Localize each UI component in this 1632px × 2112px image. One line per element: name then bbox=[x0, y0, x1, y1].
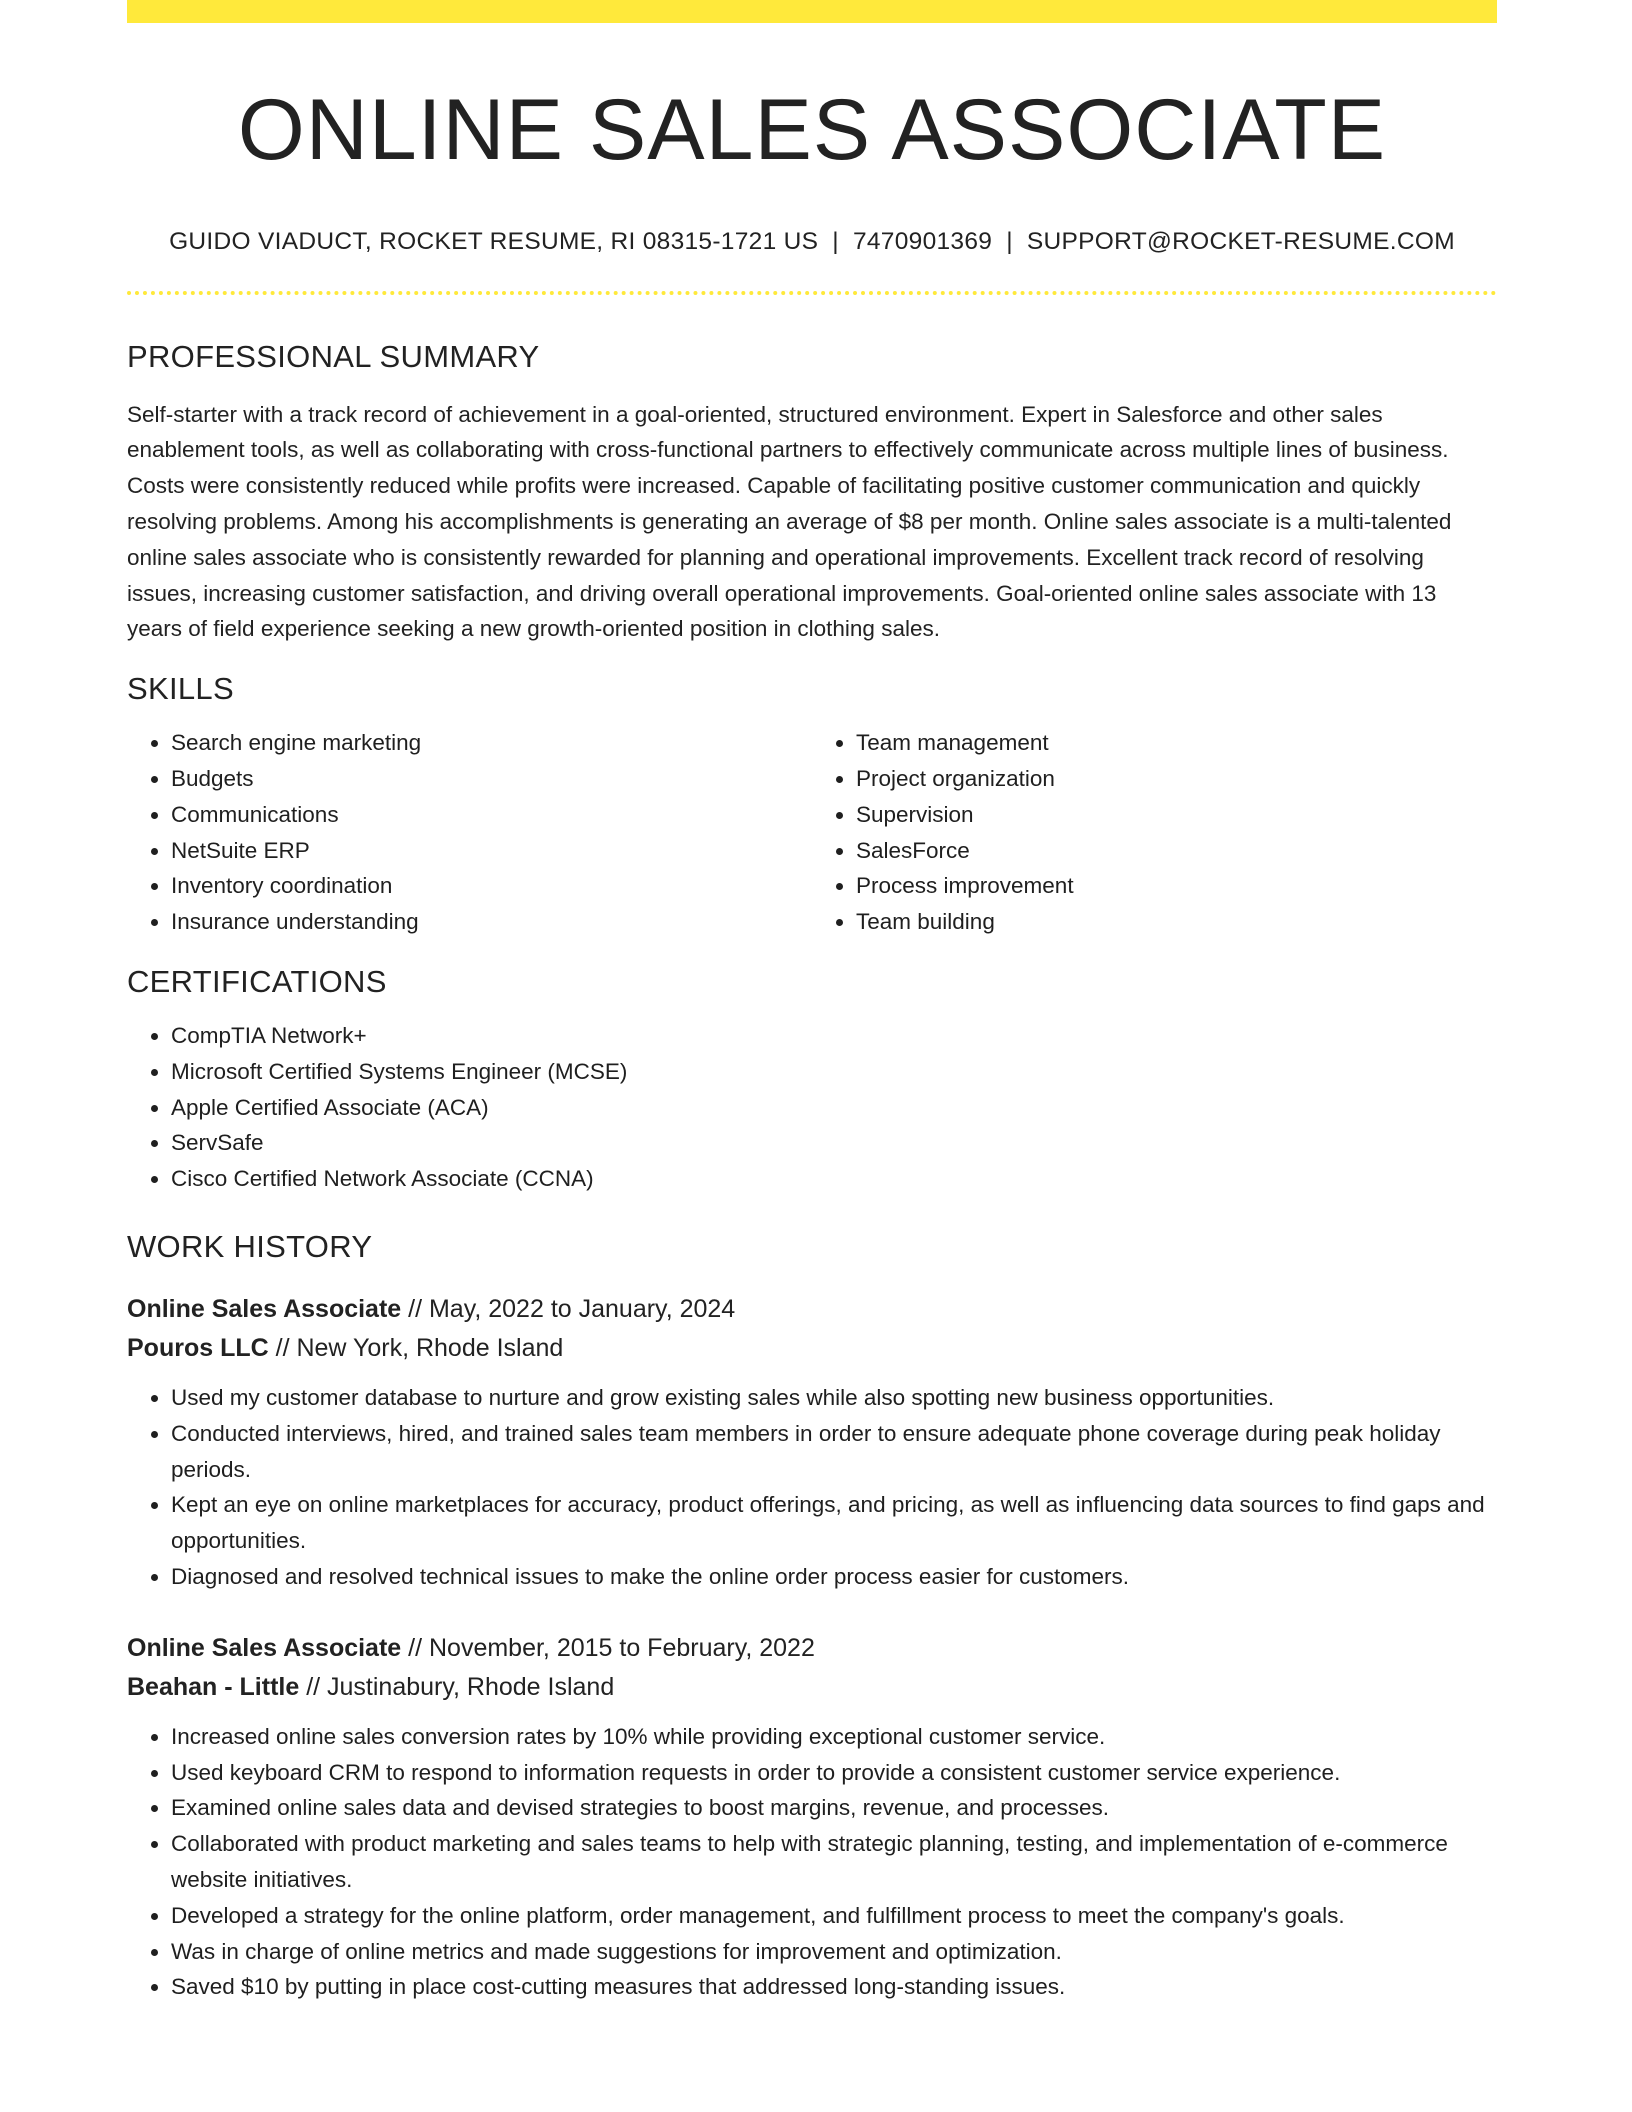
contact-phone: 7470901369 bbox=[852, 227, 993, 255]
contact-line bbox=[127, 228, 1497, 256]
job-bullet: • Used keyboard CRM to respond to information requests in order to provide a consistent customer service experience. bbox=[171, 1755, 1497, 1791]
job-bullet: • Used my customer database to nurture and grow existing sales while also spotting new business opportunities. bbox=[171, 1380, 1497, 1416]
dotted-divider bbox=[127, 291, 1497, 295]
job-title-line bbox=[127, 1290, 1497, 1329]
skill-item: • Supervision bbox=[856, 797, 1497, 833]
skill-item: • NetSuite ERP bbox=[171, 833, 812, 869]
job-entry bbox=[127, 1629, 1497, 2005]
job-bullet: • Developed a strategy for the online platform, order management, and fulfillment process to meet the company's goals. bbox=[171, 1898, 1497, 1934]
work-history-section bbox=[127, 1229, 1497, 2005]
skill-item: • Inventory coordination bbox=[171, 868, 812, 904]
job-dates: // May, 2022 to January, 2024 bbox=[401, 1294, 736, 1323]
job-title: Online Sales Associate bbox=[127, 1633, 402, 1662]
job-bullets bbox=[127, 1380, 1497, 1595]
summary-section bbox=[127, 339, 1497, 648]
skills-list-left bbox=[127, 725, 812, 940]
summary-heading: PROFESSIONAL SUMMARY bbox=[127, 338, 540, 374]
job-bullet: • Increased online sales conversion rates by 10% while providing exceptional customer service. bbox=[171, 1719, 1497, 1755]
certification-item: • Apple Certified Associate (ACA) bbox=[171, 1090, 1497, 1126]
contact-address: GUIDO VIADUCT, ROCKET RESUME, RI 08315-1721 US bbox=[169, 227, 819, 255]
job-bullets bbox=[127, 1719, 1497, 2005]
certification-item: • Microsoft Certified Systems Engineer (MCSE) bbox=[171, 1054, 1497, 1090]
skills-section bbox=[127, 671, 1497, 940]
skill-item: • Communications bbox=[171, 797, 812, 833]
job-company: Pouros LLC bbox=[127, 1333, 269, 1362]
skills-columns bbox=[127, 725, 1497, 940]
contact-email: SUPPORT@ROCKET-RESUME.COM bbox=[1026, 227, 1455, 255]
job-bullet: • Saved $10 by putting in place cost-cutting measures that addressed long-standing issues. bbox=[171, 1969, 1497, 2005]
job-bullet: • Collaborated with product marketing and sales teams to help with strategic planning, testing, and implementation of e-commerce website initiatives. bbox=[171, 1826, 1497, 1898]
skill-item: • Project organization bbox=[856, 761, 1497, 797]
certification-item: • ServSafe bbox=[171, 1125, 1497, 1161]
skills-heading: SKILLS bbox=[127, 671, 234, 707]
certifications-section bbox=[127, 964, 1497, 1197]
resume-title: ONLINE SALES ASSOCIATE bbox=[237, 82, 1387, 178]
skill-item: • Insurance understanding bbox=[171, 904, 812, 940]
job-location: // Justinabury, Rhode Island bbox=[299, 1672, 615, 1701]
work-history-heading: WORK HISTORY bbox=[127, 1228, 373, 1264]
job-bullet: • Diagnosed and resolved technical issues to make the online order process easier for customers. bbox=[171, 1559, 1497, 1595]
resume-page bbox=[127, 0, 1497, 2005]
skill-item: • Process improvement bbox=[856, 868, 1497, 904]
job-bullet: • Was in charge of online metrics and made suggestions for improvement and optimization. bbox=[171, 1934, 1497, 1970]
contact-separator: | bbox=[1006, 227, 1013, 255]
skill-item: • Team building bbox=[856, 904, 1497, 940]
certifications-heading: CERTIFICATIONS bbox=[127, 963, 387, 999]
certification-item: • Cisco Certified Network Associate (CCNA) bbox=[171, 1161, 1497, 1197]
skills-list-right bbox=[812, 725, 1497, 940]
job-title-line bbox=[127, 1629, 1497, 1668]
contact-separator: | bbox=[832, 227, 839, 255]
skill-item: • Search engine marketing bbox=[171, 725, 812, 761]
accent-top-bar bbox=[127, 0, 1497, 23]
job-company-line bbox=[127, 1329, 1497, 1368]
job-bullet: • Examined online sales data and devised strategies to boost margins, revenue, and processes. bbox=[171, 1790, 1497, 1826]
job-bullet: • Kept an eye on online marketplaces for accuracy, product offerings, and pricing, as well as influencing data sources to find gaps and opportunities. bbox=[171, 1487, 1497, 1559]
job-bullet: • Conducted interviews, hired, and trained sales team members in order to ensure adequate phone coverage during peak holiday periods. bbox=[171, 1416, 1497, 1488]
summary-text: Self-starter with a track record of achievement in a goal-oriented, structured environment. Expert in Salesforce and other sales enablement tools, as well as collaborating with cross-functional partners to effectively communicate across multiple lines of business. Costs were consistently reduced while profits were increased. Capable of facilitating positive customer communication and quickly resolving problems. Among his accomplishments is generating an average of $8 per month. Online sales associate is a multi-talented online sales associate who is consistently rewarded for planning and operational improvements. Excellent track record of resolving issues, increasing customer satisfaction, and driving overall operational improvements. Goal-oriented online sales associate with 13 years of field experience seeking a new growth-oriented position in clothing sales. bbox=[127, 401, 1452, 642]
job-dates: // November, 2015 to February, 2022 bbox=[401, 1633, 815, 1662]
job-entry bbox=[127, 1290, 1497, 1595]
job-company-line bbox=[127, 1668, 1497, 1707]
skill-item: • Budgets bbox=[171, 761, 812, 797]
skill-item: • Team management bbox=[856, 725, 1497, 761]
job-location: // New York, Rhode Island bbox=[268, 1333, 564, 1362]
certification-item: • CompTIA Network+ bbox=[171, 1018, 1497, 1054]
job-company: Beahan - Little bbox=[127, 1672, 300, 1701]
certifications-list bbox=[127, 1018, 1497, 1197]
job-title: Online Sales Associate bbox=[127, 1294, 402, 1323]
skill-item: • SalesForce bbox=[856, 833, 1497, 869]
